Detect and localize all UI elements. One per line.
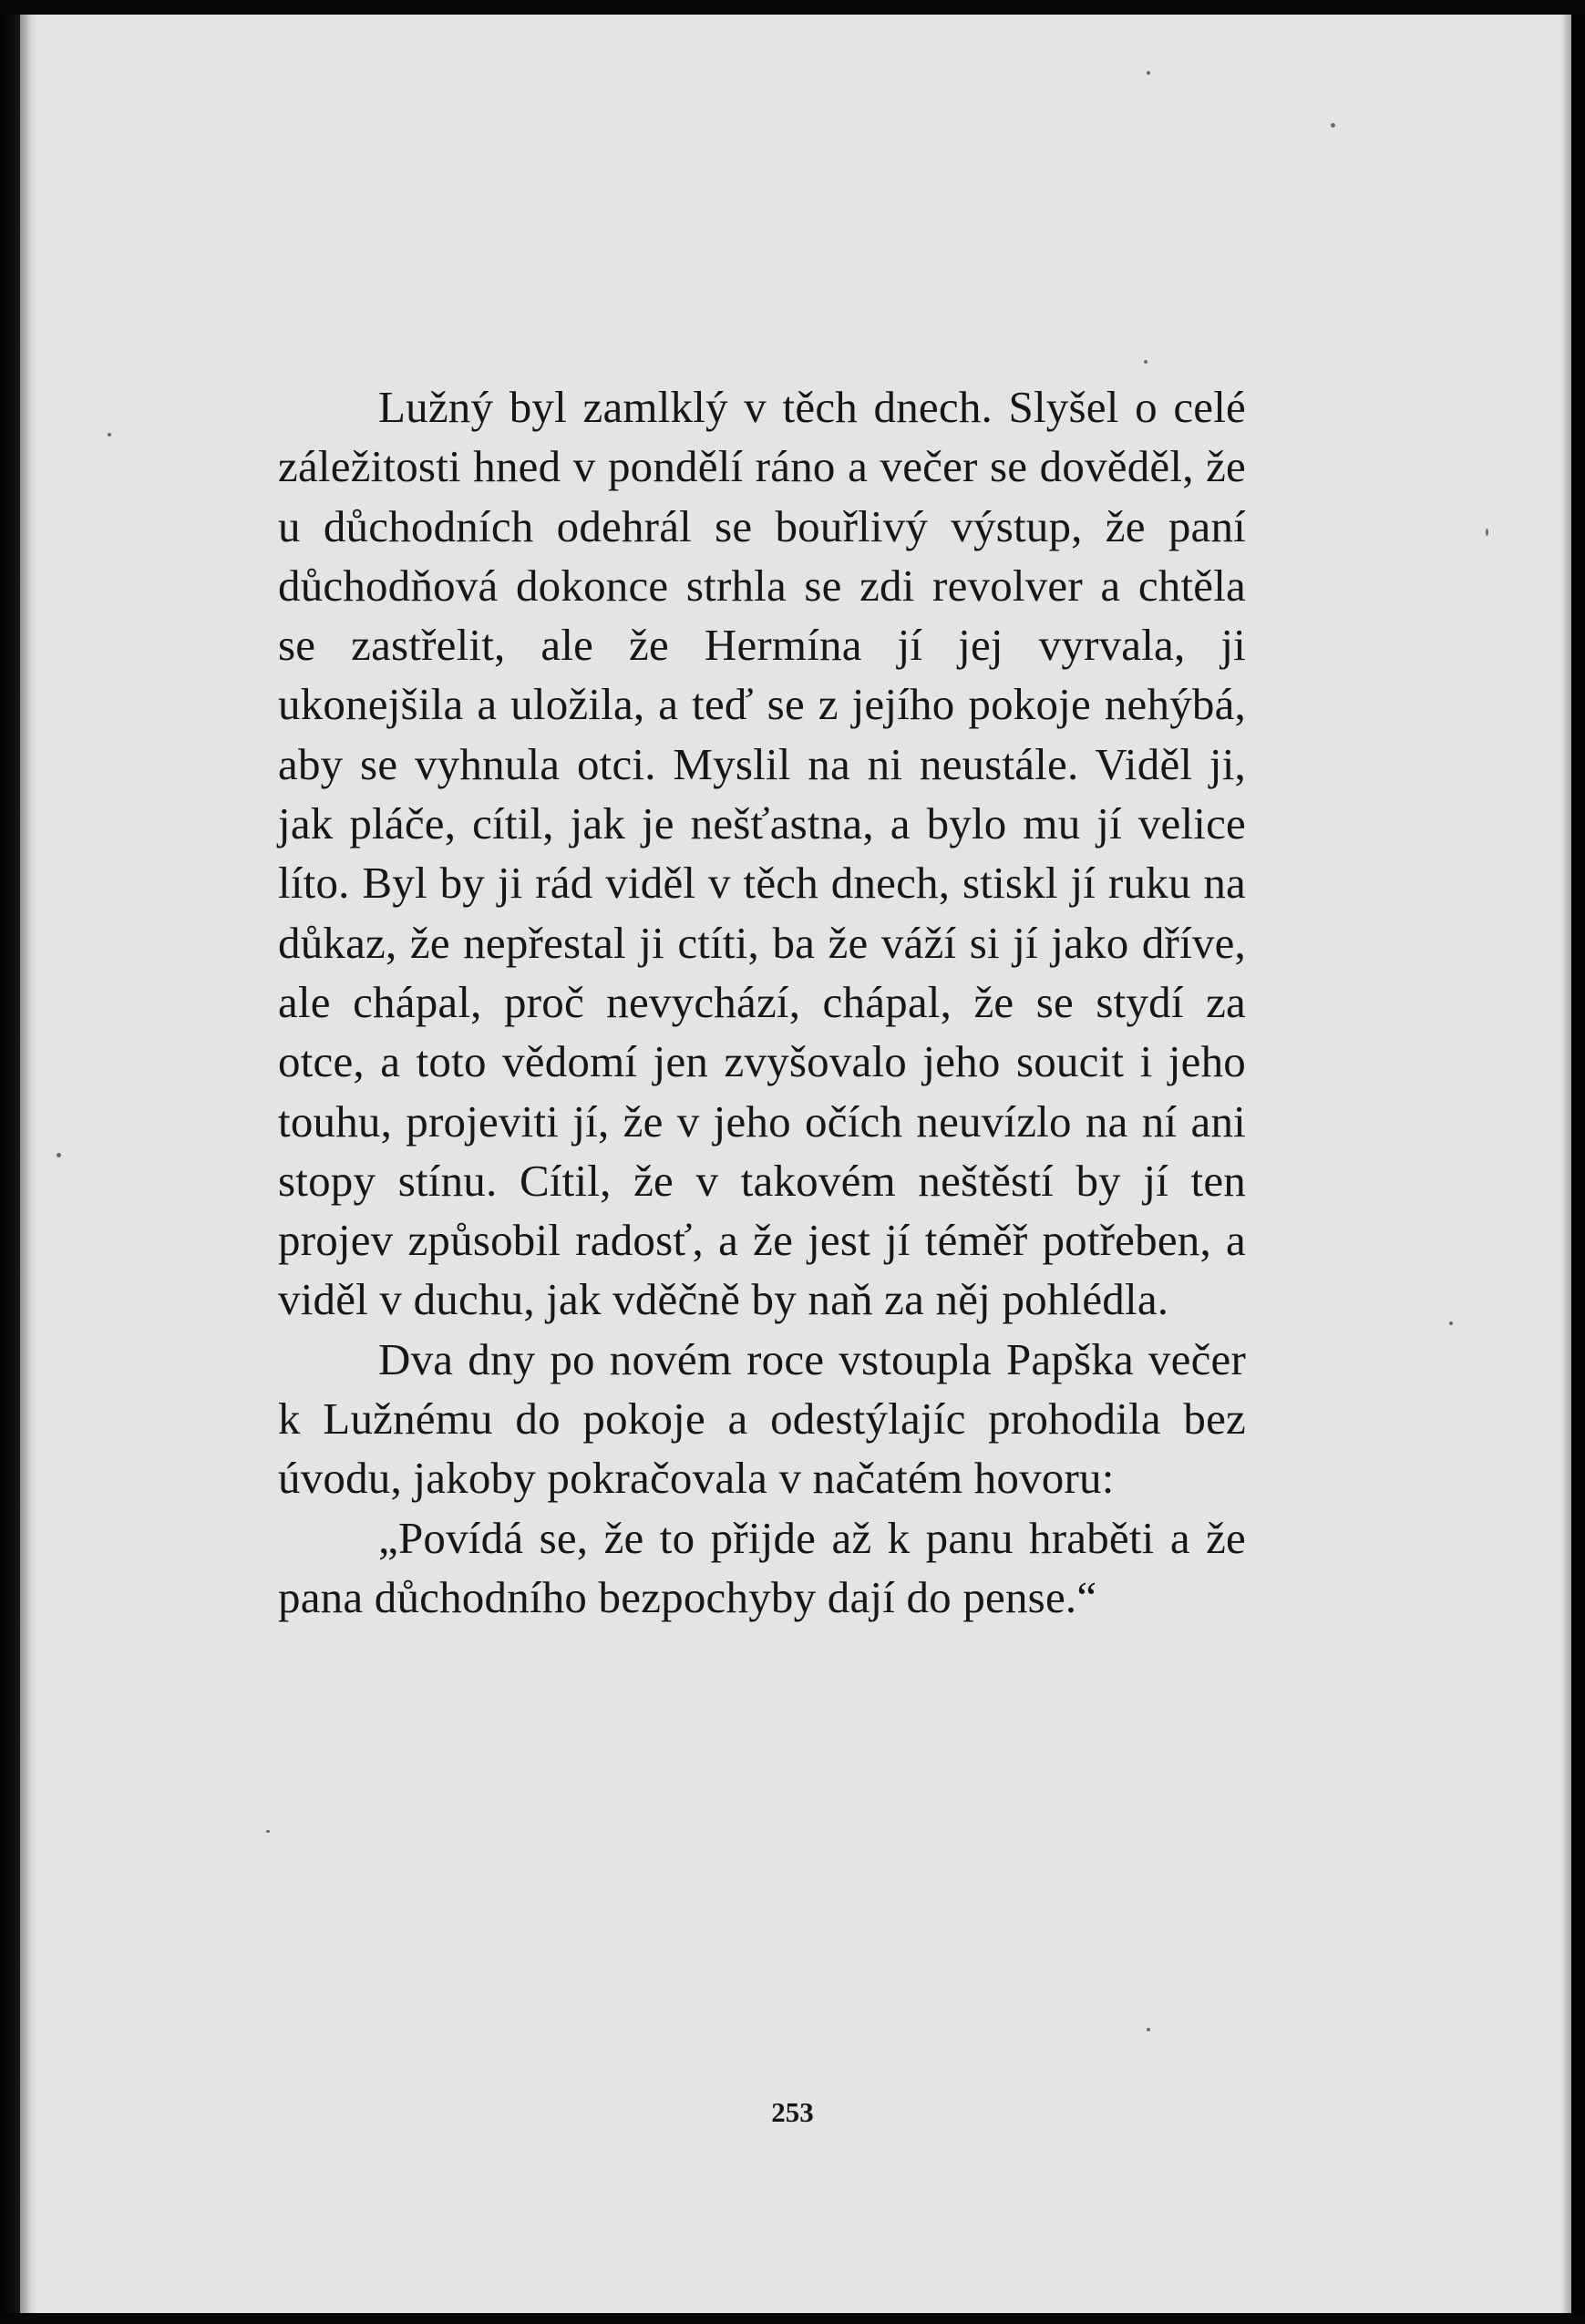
top-scan-edge bbox=[0, 0, 1585, 15]
dust-speck bbox=[1486, 529, 1488, 536]
dust-speck bbox=[57, 1153, 61, 1157]
body-text bbox=[278, 377, 1246, 1627]
dust-speck bbox=[1449, 1321, 1453, 1325]
dust-speck bbox=[108, 433, 111, 437]
paragraph-3: „Povídá se, že to přijde až k panu hraběti a že pana důchodního bezpochyby dají do pense.“ bbox=[278, 1512, 1246, 1622]
dust-speck bbox=[1331, 123, 1335, 128]
dust-speck bbox=[1144, 360, 1148, 364]
bottom-scan-edge bbox=[0, 2313, 1585, 2324]
left-book-edge bbox=[0, 0, 20, 2324]
paragraph-1: Lužný byl zamlklý v těch dnech. Slyšel o celé záležitosti hned v pondělí ráno a večer se dověděl, že u důchodních odehrál se bouřlivý výstup, že paní důchodňová dokonce strhla se zdi revolver a chtěla se zastřelit, ale že Hermína jí jej vyrvala, ji ukonejšila a uložila, a teď se z jejího pokoje nehýbá, aby se vyhnula otci. Myslil na ni neustále. Viděl ji, jak pláče, cítil, jak je nešťastna, a bylo mu jí velice líto. Byl by ji rád viděl v těch dnech, stiskl jí ruku na důkaz, že nepřestal ji ctíti, ba že váží si jí jako dříve, ale chápal, proč nevychází, chápal, že se stydí za otce, a toto vědomí jen zvyšovalo jeho soucit i jeho touhu, projeviti jí, že v jeho očích neuvízlo na ní ani stopy stínu. Cítil, že v takovém neštěstí by jí ten projev způsobil radosť, a že jest jí téměř potřeben, a viděl v duchu, jak vděčně by naň za něj pohlédla. bbox=[278, 382, 1246, 1325]
dust-speck bbox=[266, 1830, 270, 1833]
paragraph-2: Dva dny po novém roce vstoupla Papška večer k Lužnému do pokoje a odestýlajíc prohodila bez úvodu, jakoby pokračovala v načatém hovoru: bbox=[278, 1333, 1246, 1504]
dust-speck bbox=[1147, 2028, 1150, 2031]
right-book-edge bbox=[1571, 0, 1585, 2324]
dust-speck bbox=[1147, 71, 1150, 75]
page-number: 253 bbox=[771, 2096, 814, 2128]
